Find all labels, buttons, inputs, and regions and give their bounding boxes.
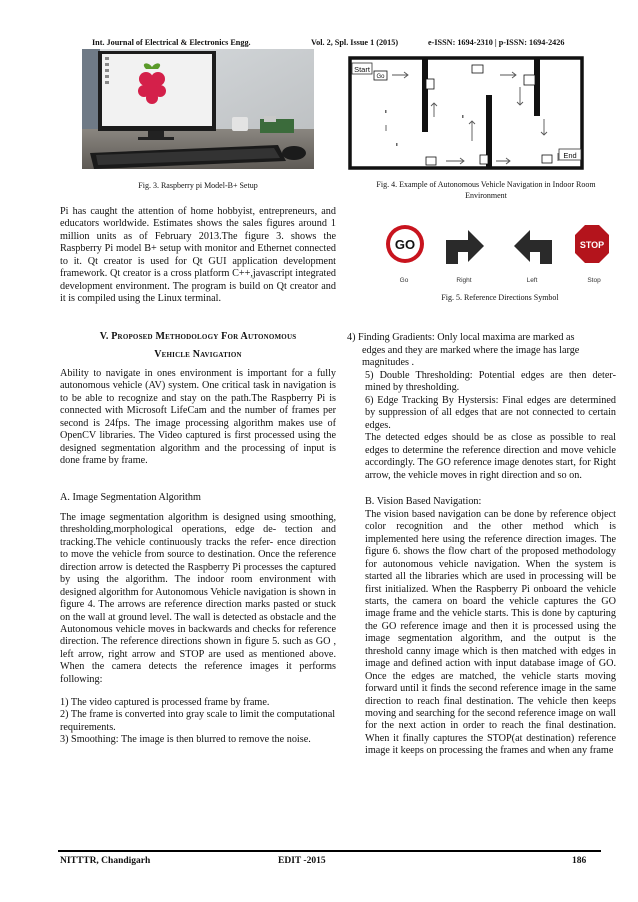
svg-text:GO: GO (394, 237, 416, 252)
paragraph-vision-navigation: The vision based navigation can be done by reference object color recognition and the other method which is implemented here using the reference direction images. The figure 6. shows the flow chart of the proposed methodology for autonomous vehicle navigation. When the system is started all the libraries which are used in processing will be first initialized. When the Raspberry Pi onboard the vehicle starts, the camera on board the vehicle captures the GO image frame and the vehicle starts. This is done by capturing the GO reference image and then it is processed using the image segmentation algorithm, and the output is the threshold canny image which is then matched with edges in image and defined action with input database image of GO. Once the edges are matched, the vehicle starts moving forward until it finds the second reference image in the same direction to reach final destination. The vehicle then keeps moving and searching for the second reference image on wall for the next action in order to reach the final destination. When it finally captures the STOP(at destination) reference image it keeps on processing the frames and when any frame (365, 508, 616, 757)
left-arrow-sign-icon (514, 230, 552, 264)
issn-info: e-ISSN: 1694-2310 | p-ISSN: 1694-2426 (428, 38, 565, 47)
figure-3-photo (82, 49, 314, 169)
step-2: 2) The frame is converted into gray scale to limit the computational requirements. (60, 709, 336, 733)
subsection-b-heading: B. Vision Based Navigation: (365, 495, 482, 507)
step-1: 1) The video captured is processed frame by frame. (60, 697, 270, 708)
figure-4-caption: Fig. 4. Example of Autonomous Vehicle Navigation in Indoor Room Environment (376, 180, 596, 200)
svg-text:STOP: STOP (579, 240, 605, 250)
left-sign-label: Left (526, 277, 538, 284)
figure-3-caption: Fig. 3. Raspberry pi Model-B+ Setup (138, 181, 258, 190)
footer-edition: EDIT -2015 (278, 856, 326, 866)
footer-institute: NITTTR, Chandigarh (60, 856, 151, 866)
paragraph-intro: Pi has caught the attention of home hobbyist, entrepreneurs, and educators worldwide. Estimates shows the sales figures around 1 million units as of February 2013.The figure 3. shows the Raspberry Pi model B+ setup with monitor and Ethernet connected to it. Qt creator is used for Qt GUI application development framework. Qt creator is a cross platform C++,javascript integrated development environment. The program is build on Qt creator and it is compiled using the Linux terminal. (60, 206, 336, 305)
footer-rule (58, 850, 601, 852)
paragraph-segmentation: The image segmentation algorithm is designed using smoothing, thresholding,morphological operations, edge de- tection and tracking.The vehicle continuously tracks the refer- ence direction to move the vehicle from source to destination. Once the reference direction arrow is detected the Raspberry Pi processes the captured by using the algorithm. The indoor room environment with designed algorithm for Autonomous Vehicle navigation is shown in figure 4. The arrows are reference direction marks pasted or stuck on the wall at ground level. The wall is detected as obstacle and the Autonomous vehicle moves in backwards and checks for reference direction. The reference directions shown in figure 5. such as GO , left arrow, right arrow and STOP are used as mentioned above. When the camera detects the reference images it performs following: (60, 512, 336, 685)
go-sign-label: Go (399, 277, 409, 284)
step-4-line-1: 4) Finding Gradients: Only local maxima are marked as (347, 332, 575, 343)
section-heading (60, 331, 336, 360)
step-4-rest: edges and they are marked where the image has large magnitudes . (362, 345, 580, 369)
end-label: End (563, 151, 577, 160)
figure-4-diagram (346, 55, 586, 171)
paragraph-detected-edges: The detected edges should be as close as possible to real edges to determine the reference direction and move vehicle accordingly. The GO reference image denotes start, for Right arrow, the vehicle moves in right direction and so on. (365, 432, 616, 481)
section-number: V. (99, 331, 109, 342)
right-arrow-sign-icon (446, 230, 484, 264)
paragraph-navigation: Ability to navigate in ones environment is important for a fully autonomous vehicle (AV) system. One critical task in navigation is to be able to recognize and stay on the path.The Raspberry Pi is connected with Microsoft LifeCam and the number of frames per second is 24fps. The image processing algorithm makes use of OpenCV libraries. The Video captured is first processed using the designed segmentation algorithm and the processing of input is done frame by frame. (60, 368, 336, 467)
section-title-line-2: Vehicle Navigation (154, 349, 242, 360)
stop-sign-icon (575, 225, 609, 263)
go-sign-icon (386, 225, 424, 263)
step-3: 3) Smoothing: The image is then blurred to remove the noise. (60, 734, 311, 746)
step-6: 6) Edge Tracking By Hystersis: Final edges are determined by suppression of all edges that are not connected to certain edges. (365, 394, 616, 431)
page-number: 186 (572, 856, 587, 866)
right-sign-label: Right (456, 277, 472, 284)
svg-text:Go: Go (376, 74, 385, 80)
figure-5-caption: Fig. 5. Reference Directions Symbol (441, 293, 559, 302)
steps-list (60, 697, 336, 747)
start-label: Start (354, 65, 370, 74)
stop-sign-label: Stop (587, 277, 601, 284)
figure-5-signs (380, 222, 620, 286)
right-column-body (365, 370, 616, 758)
journal-name: Int. Journal of Electrical & Electronics Engg. (92, 38, 251, 47)
step-5: 5) Double Thresholding: Potential edges are then deter- mined by thresholding. (365, 370, 616, 394)
subsection-a-heading: A. Image Segmentation Algorithm (60, 492, 201, 503)
section-title-line-1: Proposed Methodology For Autonomous (111, 331, 297, 342)
volume-info: Vol. 2, Spl. Issue 1 (2015) (311, 38, 399, 47)
